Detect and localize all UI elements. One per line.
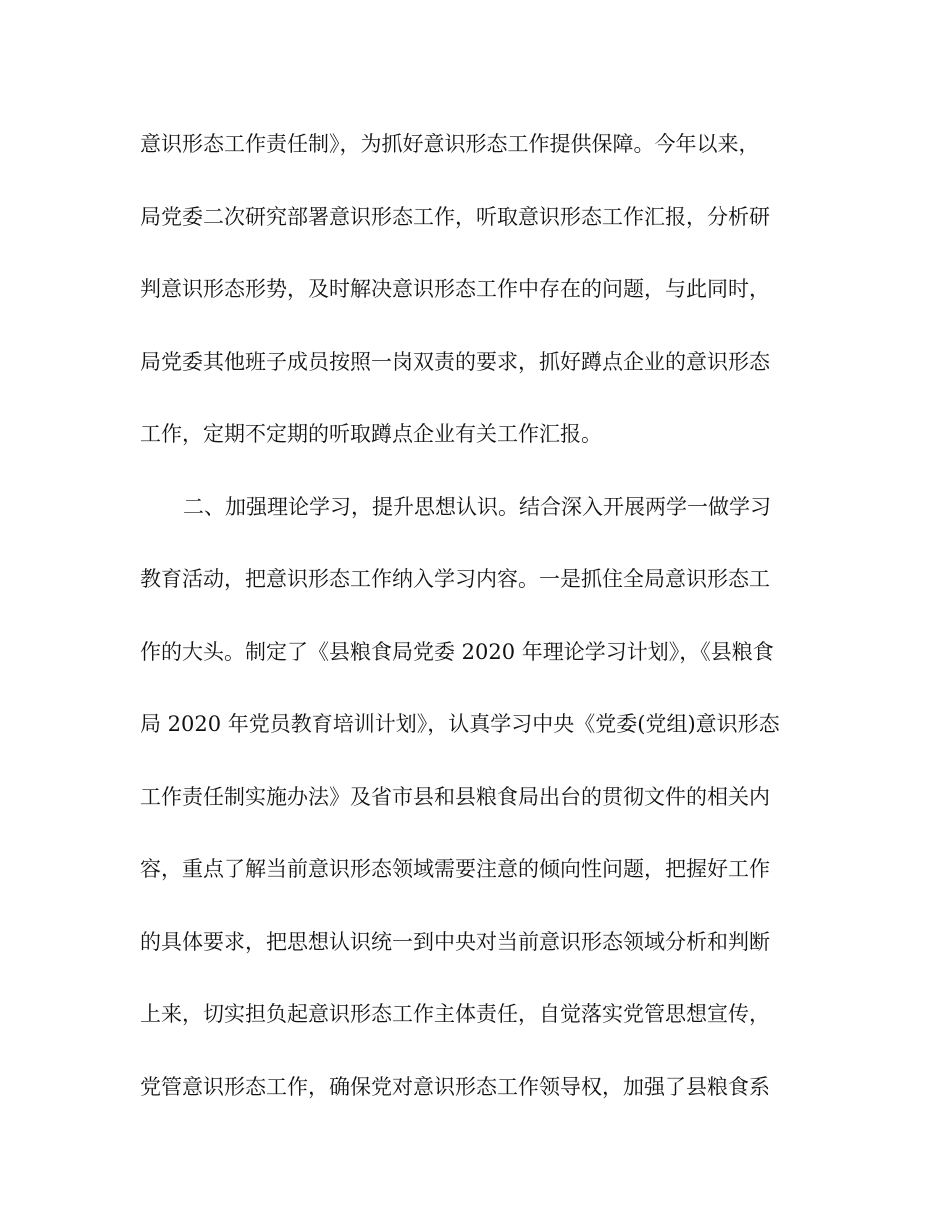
text-line: 容，重点了解当前意识形态领域需要注意的倾向性问题，把握好工作 xyxy=(140,857,770,881)
text-line: 教育活动，把意识形态工作纳入学习内容。一是抓住全局意识形态工 xyxy=(140,567,770,591)
text-line: 局党委其他班子成员按照一岗双责的要求，抓好蹲点企业的意识形态 xyxy=(140,349,770,374)
text-line: 的具体要求，把思想认识统一到中央对当前意识形态领域分析和判断 xyxy=(140,929,770,954)
text-line: 工作责任制实施办法》及省市县和县粮食局出台的贯彻文件的相关内 xyxy=(140,784,770,809)
paragraph-start-line: 二、加强理论学习，提升思想认识。结合深入开展两学一做学习 xyxy=(183,494,771,519)
text-line: 工作，定期不定期的听取蹲点企业有关工作汇报。 xyxy=(140,422,602,446)
body-text xyxy=(140,122,820,1137)
text-line: 党管意识形态工作，确保党对意识形态工作领导权，加强了县粮食系 xyxy=(140,1074,770,1099)
text-line: 上来，切实担负起意识形态工作主体责任，自觉落实党管思想宣传， xyxy=(140,1002,770,1026)
text-line: 意识形态工作责任制》，为抓好意识形态工作提供保障。今年以来， xyxy=(140,132,760,156)
text-line: 局党委二次研究部署意识形态工作，听取意识形态工作汇报，分析研 xyxy=(140,204,770,229)
text-line: 局 2020 年党员教育培训计划》，认真学习中央《党委(党组)意识形态 xyxy=(140,712,780,736)
text-line: 作的大头。制定了《县粮食局党委 2020 年理论学习计划》，《县粮食 xyxy=(140,639,774,664)
text-line: 判意识形态形势，及时解决意识形态工作中存在的问题，与此同时， xyxy=(140,277,770,301)
